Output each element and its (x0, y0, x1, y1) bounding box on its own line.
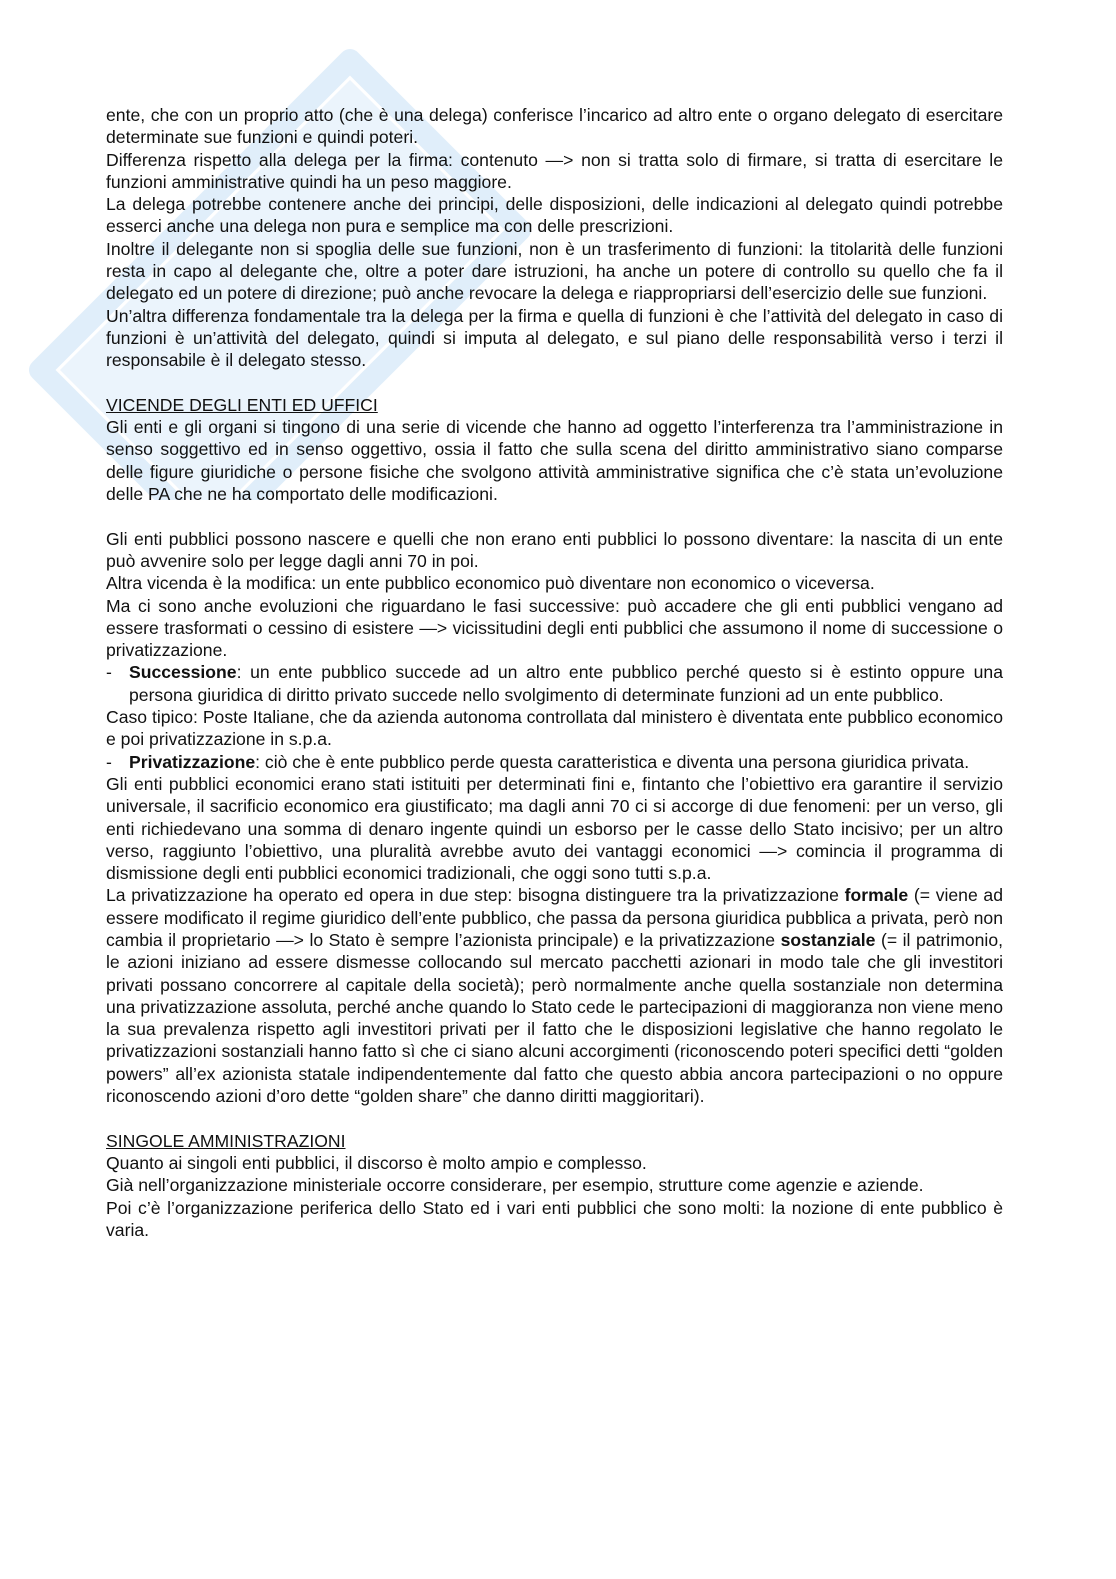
paragraph: Già nell’organizzazione ministeriale occorre considerare, per esempio, strutture come agenzie e aziende. (106, 1175, 924, 1196)
paragraph: Altra vicenda è la modifica: un ente pubblico economico può diventare non economico o viceversa. (106, 573, 875, 594)
paragraph: Inoltre il delegante non si spoglia delle sue funzioni, non è un trasferimento di funzioni: la titolarità delle funzioni resta in capo al delegante che, oltre a poter dare istruzioni, ha anche un potere di controllo su quello che fa il delegato ed un potere di direzione; può anche revocare la delega e riappropriarsi dell’esercizio delle sue funzioni. (106, 238, 1003, 304)
list-item-privatizzazione (106, 751, 1003, 773)
term-definition: : un ente pubblico succede ad un altro ente pubblico perché questo si è estinto oppure una persona giuridica di diritto privato succede nello svolgimento di determinate funzioni ad un ente pubblico. (129, 662, 1003, 705)
text-run: La privatizzazione ha operato ed opera in due step: bisogna distinguere tra la privatizzazione (106, 885, 845, 906)
paragraph: Ma ci sono anche evoluzioni che riguardano le fasi successive: può accadere che gli enti pubblici vengano ad essere trasformati o cessino di esistere —> vicissitudini degli enti pubblici che assumono il nome di successione o privatizzazione. (106, 595, 1003, 661)
term-successione: Successione (129, 662, 237, 683)
paragraph: Differenza rispetto alla delega per la firma: contenuto —> non si tratta solo di firmare, si tratta di esercitare le funzioni amministrative quindi ha un peso maggiore. (106, 149, 1003, 192)
paragraph: La delega potrebbe contenere anche dei principi, delle disposizioni, delle indicazioni al delegato quindi potrebbe esserci anche una delega non pura e semplice ma con delle prescrizioni. (106, 194, 1003, 237)
spacer (106, 372, 1003, 394)
paragraph: Gli enti pubblici possono nascere e quelli che non erano enti pubblici lo possono diventare: la nascita di un ente può avvenire solo per legge dagli anni 70 in poi. (106, 528, 1003, 571)
paragraph: Caso tipico: Poste Italiane, che da azienda autonoma controllata dal ministero è diventata ente pubblico economico e poi privatizzazione in s.p.a. (106, 707, 1003, 750)
list-item-body (129, 751, 1003, 773)
text-run: (= il patrimonio, le azioni iniziano ad essere dismesse collocando sul mercato pacchetti azionari in modo tale che gli investitori privati possano concorrere al capitale della società); però normalmente anche quella sostanziale non determina una privatizzazione assoluta, perché anche quando lo Stato cede le partecipazioni di maggioranza non viene meno la sua prevalenza rispetto agli investitori privati per il fatto che le disposizioni legislative che hanno regolato le privatizzazioni sostanziali hanno fatto sì che ci siano alcuni accorgimenti (riconoscendo poteri specifici detti “golden powers” all’ex azionista statale indipendentemente dal fatto che questo abbia ancora partecipazioni o no oppure riconoscendo azioni d’oro dette “golden share” che danno diritti maggioritari). (106, 929, 1004, 1107)
list-item-successione (106, 661, 1003, 706)
document-page (106, 104, 1003, 1241)
bullet-dash: - (106, 662, 112, 683)
term-definition: : ciò che è ente pubblico perde questa caratteristica e diventa una persona giuridica privata. (255, 751, 970, 772)
section-heading-singole: SINGOLE AMMINISTRAZIONI (106, 1130, 346, 1151)
paragraph-privatizzazione-step (106, 884, 1003, 1107)
paragraph: Gli enti pubblici economici erano stati istituiti per determinati fini e, fintanto che l’obiettivo era garantire il servizio universale, il sacrificio economico era giustificato; ma dagli anni 70 ci si accorge di due fenomeni: per un verso, gli enti richiedevano una somma di denaro ingente quindi un esborso per le casse dello Stato incisivo; per un altro verso, raggiunto l’obiettivo, una pluralità avrebbe avuto dei vantaggi economici —> comincia il programma di dismissione degli enti pubblici economici tradizionali, che oggi sono tutti s.p.a. (106, 773, 1003, 884)
term-formale: formale (844, 885, 909, 906)
spacer (106, 505, 1003, 527)
text-run: (= viene ad essere modificato il regime giuridico dell’ente pubblico, che passa da persona giuridica pubblica a privata, però non cambia il proprietario —> lo Stato è sempre l’azionista principale) e la privatizzazione (106, 885, 1003, 950)
section-heading-vicende: VICENDE DEGLI ENTI ED UFFICI (106, 394, 378, 415)
paragraph: Poi c’è l’organizzazione periferica dello Stato ed i vari enti pubblici che sono molti: la nozione di ente pubblico è varia. (106, 1197, 1003, 1240)
paragraph: Un’altra differenza fondamentale tra la delega per la firma e quella di funzioni è che l’attività del delegato in caso di funzioni è un’attività del delegato, quindi si imputa al delegato, e sul piano delle responsabilità verso i terzi il responsabile è il delegato stesso. (106, 305, 1003, 371)
spacer (106, 1107, 1003, 1129)
term-privatizzazione: Privatizzazione (129, 751, 256, 772)
paragraph: Gli enti e gli organi si tingono di una serie di vicende che hanno ad oggetto l’interferenza tra l’amministrazione in senso soggettivo ed in senso oggettivo, ossia il fatto che sulla scena del diritto amministrativo siano comparse delle figure giuridiche o persone fisiche che svolgono attività amministrative significa che c’è stata un’evoluzione delle PA che ne ha comportato delle modificazioni. (106, 417, 1003, 505)
bullet-dash: - (106, 751, 112, 772)
term-sostanziale: sostanziale (780, 929, 876, 950)
paragraph: ente, che con un proprio atto (che è una delega) conferisce l’incarico ad altro ente o organo delegato di esercitare determinate sue funzioni e quindi poteri. (106, 105, 1003, 148)
paragraph: Quanto ai singoli enti pubblici, il discorso è molto ampio e complesso. (106, 1152, 647, 1173)
list-item-body (129, 661, 1003, 706)
